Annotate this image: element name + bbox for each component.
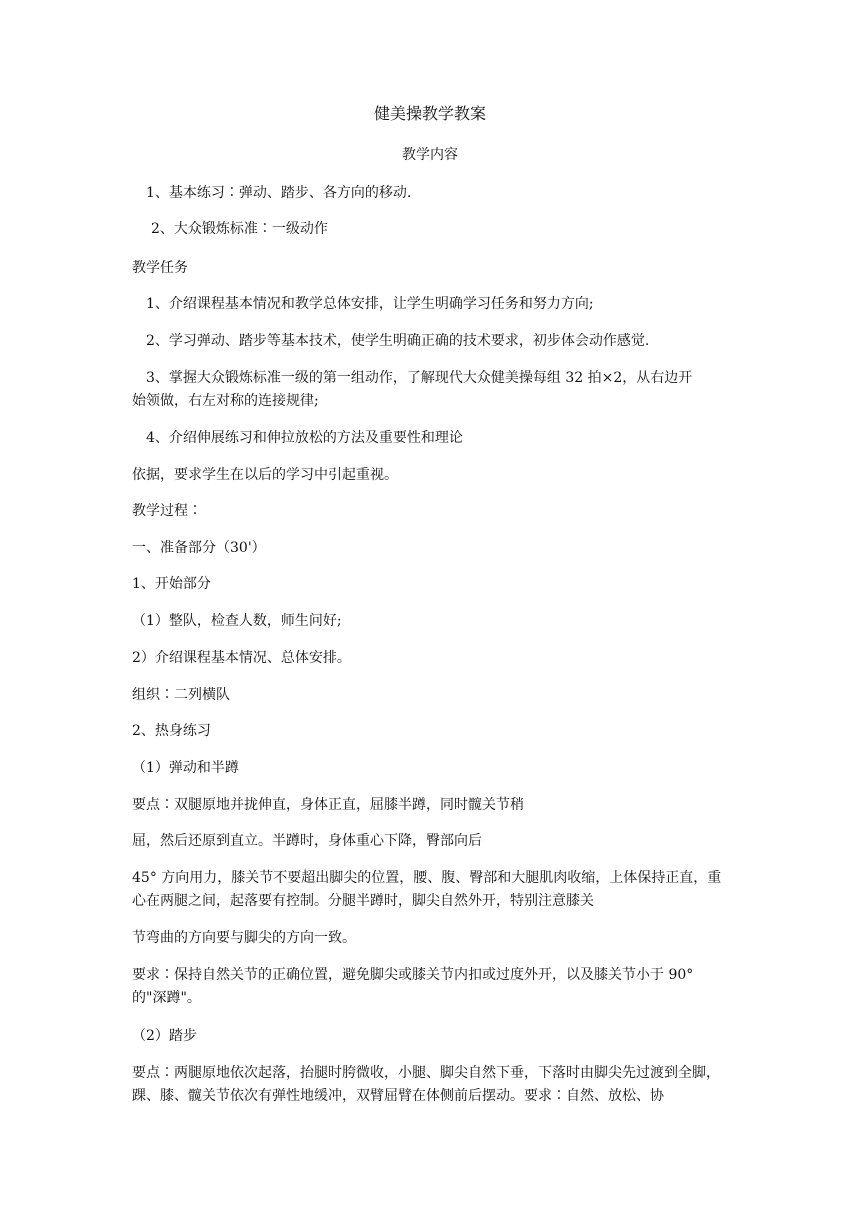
paragraph: 4、介绍伸展练习和伸拉放松的方法及重要性和理论 [146, 430, 463, 446]
paragraph: 要点∶双腿原地并拢伸直，身体正直，屈膝半蹲，同时髋关节稍 [132, 797, 524, 813]
paragraph: 屈，然后还原到直立。半蹲时，身体重心下降，臀部向后 [132, 833, 482, 849]
section-heading-content: 教学内容 [402, 147, 458, 163]
paragraph: 1、介绍课程基本情况和教学总体安排，让学生明确学习任务和努力方向; [146, 296, 594, 312]
section-heading-tasks: 教学任务 [132, 260, 188, 276]
paragraph: 节弯曲的方向要与脚尖的方向一致。 [132, 930, 356, 946]
section-heading-process: 教学过程∶ [132, 503, 202, 519]
paragraph: 3、掌握大众锻炼标准一级的第一组动作，了解现代大众健美操每组 32 拍×2，从右边开 [146, 370, 693, 386]
paragraph: 要求∶保持自然关节的正确位置，避免脚尖或膝关节内扣或过度外开，以及膝关节小于 90° 的"深蹲"。 [132, 967, 694, 1006]
paragraph: 2、大众锻炼标准∶一级动作 [151, 221, 328, 237]
paragraph: 1、基本练习∶弹动、踏步、各方向的移动. [146, 185, 412, 201]
paragraph: （2）踏步 [132, 1028, 197, 1044]
paragraph: 2、热身练习 [132, 723, 211, 739]
paragraph: 45° 方向用力，膝关节不要超出脚尖的位置，腰、腹、臀部和大腿肌肉收缩，上体保持正直，重心在两腿之间，起落要有控制。分腿半蹲时，脚尖自然外开，特别注意膝关 [132, 870, 722, 909]
paragraph: 组织∶二列横队 [132, 687, 230, 703]
paragraph: 一、准备部分（30'） [132, 540, 266, 556]
paragraph: （1）弹动和半蹲 [132, 760, 239, 776]
paragraph: 始领做，右左对称的连接规律; [132, 393, 319, 409]
paragraph: （1）整队，检查人数，师生问好; [132, 613, 342, 629]
paragraph: 要点∶两腿原地依次起落，抬腿时胯微收，小腿、脚尖自然下垂，下落时由脚尖先过渡到全脚，踝、膝、髋关节依次有弹性地缓冲，双臂屈臂在体侧前后摆动。要求∶自然、放松、协 [132, 1065, 720, 1104]
paragraph: 2）介绍课程基本情况、总体安排。 [132, 650, 351, 666]
paragraph: 1、开始部分 [132, 576, 211, 592]
paragraph: 2、学习弹动、踏步等基本技术，使学生明确正确的技术要求，初步体会动作感觉. [146, 333, 650, 349]
document-title: 健美操教学教案 [373, 104, 486, 123]
paragraph: 依据，要求学生在以后的学习中引起重视。 [132, 467, 398, 483]
